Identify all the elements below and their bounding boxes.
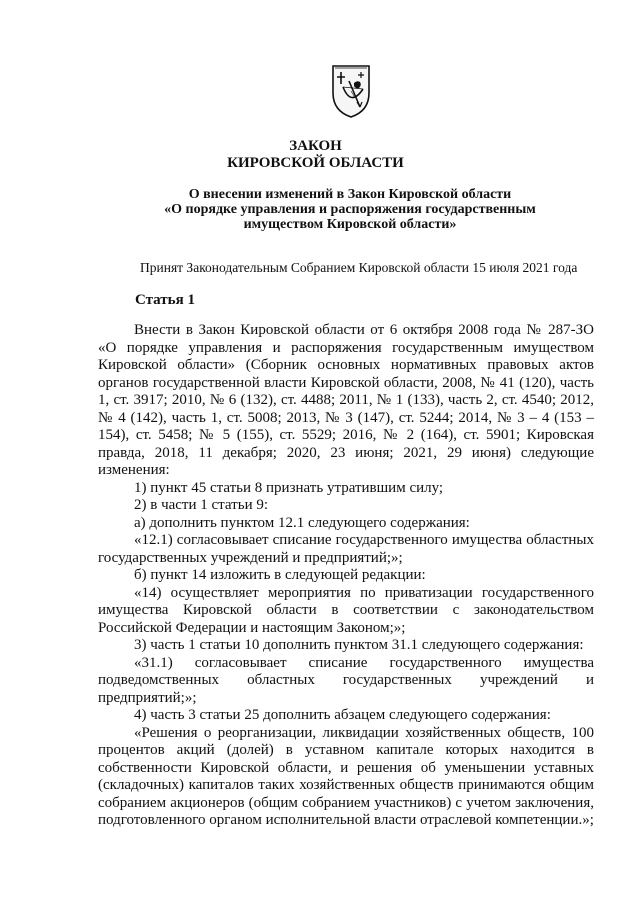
- paragraph-item-2a: а) дополнить пунктом 12.1 следующего содержания:: [134, 514, 470, 531]
- paragraph-quote-12-1: «12.1) согласовывает списание государственного имущества областных государственных учреждений и предприятий;»;: [98, 532, 594, 566]
- subtitle-line-2: «О порядке управления и распоряжения государственным: [164, 202, 536, 217]
- article-heading: Статья 1: [135, 292, 195, 308]
- adoption-note: Принят Законодательным Собранием Кировской области 15 июля 2021 года: [140, 260, 578, 275]
- paragraph-quote-14: «14) осуществляет мероприятия по приватизации государственного имущества Кировской области в соответствии с законодательством Российской Федерации и настоящим Законом;»;: [98, 584, 594, 636]
- paragraph-item-2b: б) пункт 14 изложить в следующей редакции:: [134, 567, 426, 583]
- document-title-line-1: ЗАКОН: [289, 138, 342, 154]
- document-title-line-2: КИРОВСКОЙ ОБЛАСТИ: [227, 155, 404, 171]
- paragraph-item-4: 4) часть 3 статьи 25 дополнить абзацем следующего содержания:: [134, 707, 551, 723]
- subtitle-line-1: О внесении изменений в Закон Кировской области: [188, 187, 512, 202]
- article-body: [98, 322, 594, 830]
- kirov-oblast-coat-of-arms-icon: [330, 63, 372, 119]
- paragraph-quote-decisions: «Решения о реорганизации, ликвидации хозяйственных обществ, 100 процентов акций (долей) в уставном капитале которых находится в собственности Кировской области, и решения об уменьшении уставных (складочных) капиталов таких хозяйственных обществ принимаются общим собранием акционеров (общим собранием участников) с учетом заключения, подготовленного органом исполнительной власти отраслевой компетенции.»;: [98, 724, 594, 828]
- paragraph-item-1: 1) пункт 45 статьи 8 признать утратившим силу;: [134, 479, 444, 496]
- subtitle-line-3: имуществом Кировской области»: [243, 217, 457, 232]
- paragraph-item-2: 2) в части 1 статьи 9:: [134, 497, 269, 513]
- paragraph-quote-31-1: «31.1) согласовывает списание государственного имущества подведомственных областных государственных учреждений и предприятий;»;: [98, 654, 594, 706]
- paragraph-item-3: 3) часть 1 статьи 10 дополнить пунктом 31.1 следующего содержания:: [134, 637, 584, 653]
- paragraph-intro: Внести в Закон Кировской области от 6 октября 2008 года № 287-ЗО «О порядке управления и распоряжения государственным имуществом Кировской области» (Сборник основных нормативных правовых актов органов государственной власти Кировской области, 2008, № 41 (120), часть 1, ст. 3917; 2010, № 6 (132), ст. 4488; 2011, № 1 (133), часть 2, ст. 4540; 2012, № 4 (142), часть 1, ст. 5008; 2013, № 3 (147), ст. 5244; 2014, № 3 – 4 (153 – 154), ст. 5458; № 5 (155), ст. 5529; 2016, № 2 (164), ст. 5901; Кировская правда, 2018, 11 декабря; 2020, 23 июня; 2021, 29 июня) следующие изменения:: [98, 322, 594, 478]
- law-subtitle: [100, 187, 600, 232]
